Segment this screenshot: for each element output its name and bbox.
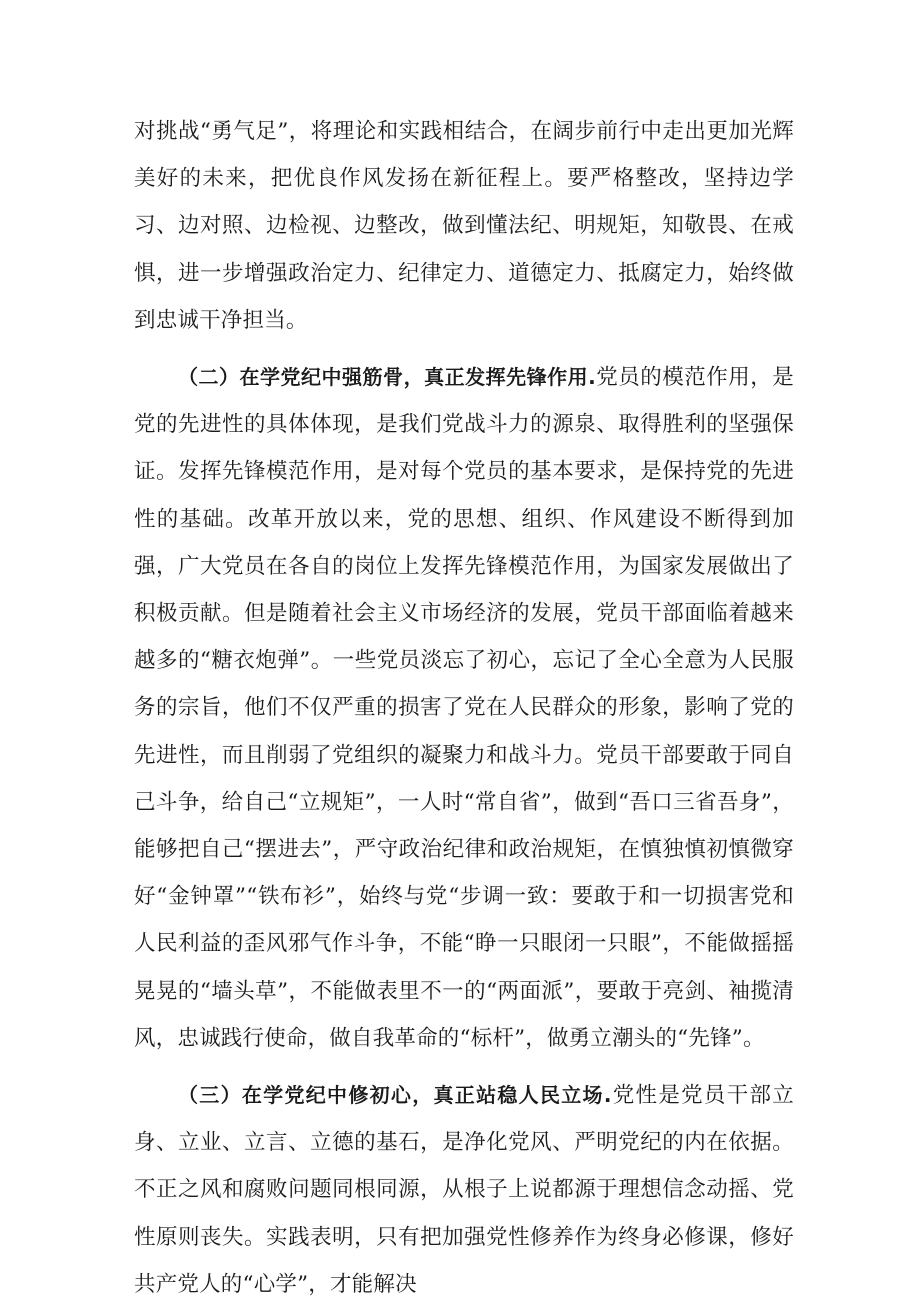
paragraph-1-text: 对挑战“勇气足”，将理论和实践相结合，在阔步前行中走出更加光辉美好的未来，把优良作风发扬在新征程上。要严格整改，坚持边学习、边对照、边检视、边整改，做到懂法纪、明规矩，知敬畏、在戒惧，进一步增强政治定力、纪律定力、道德定力、抵腐定力，始终做到忠诚干净担当。 bbox=[134, 119, 794, 333]
section-3-heading: （三）在学党纪中修初心，真正站稳人民立场. bbox=[178, 1083, 612, 1108]
document-body bbox=[134, 108, 794, 1308]
paragraph-3 bbox=[134, 1072, 794, 1308]
paragraph-1 bbox=[134, 108, 794, 344]
paragraph-2-text: 党员的模范作用，是党的先进性的具体体现，是我们党战斗力的源泉、取得胜利的坚强保证。发挥先锋模范作用，是对每个党员的基本要求，是保持党的先进性的基础。改革开放以来，党的思想、组织、作风建设不断得到加强，广大党员在各自的岗位上发挥先锋模范作用，为国家发展做出了积极贡献。但是随着社会主义市场经济的发展，党员干部面临着越来越多的“糖衣炮弹”。一些党员淡忘了初心，忘记了全心全意为人民服务的宗旨，他们不仅严重的损害了党在人民群众的形象，影响了党的先进性，而且削弱了党组织的凝聚力和战斗力。党员干部要敢于同自己斗争，给自己“立规矩”，一人时“常自省”，做到“吾口三省吾身”，能够把自己“摆进去”，严守政治纪律和政治规矩，在慎独慎初慎微穿好“金钟罩”“铁布衫”，始终与党“步调一致：要敢于和一切损害党和人民利益的歪风邪气作斗争，不能“睁一只眼闭一只眼”，不能做摇摇晃晃的“墙头草”，不能做表里不一的“两面派”，要敢于亮剑、袖揽清风，忠诚践行使命，做自我革命的“标杆”，做勇立潮头的“先锋”。 bbox=[134, 365, 794, 1051]
paragraph-3-text: 党性是党员干部立身、立业、立言、立德的基石，是净化党风、严明党纪的内在依据。不正之风和腐败问题同根同源，从根子上说都源于理想信念动摇、党性原则丧失。实践表明，只有把加强党性修养作为终身必修课，修好共产党人的“心学”，才能解决 bbox=[134, 1083, 794, 1297]
section-2-heading: （二）在学党纪中强筋骨，真正发挥先锋作用. bbox=[178, 365, 596, 390]
paragraph-2 bbox=[134, 354, 794, 1062]
